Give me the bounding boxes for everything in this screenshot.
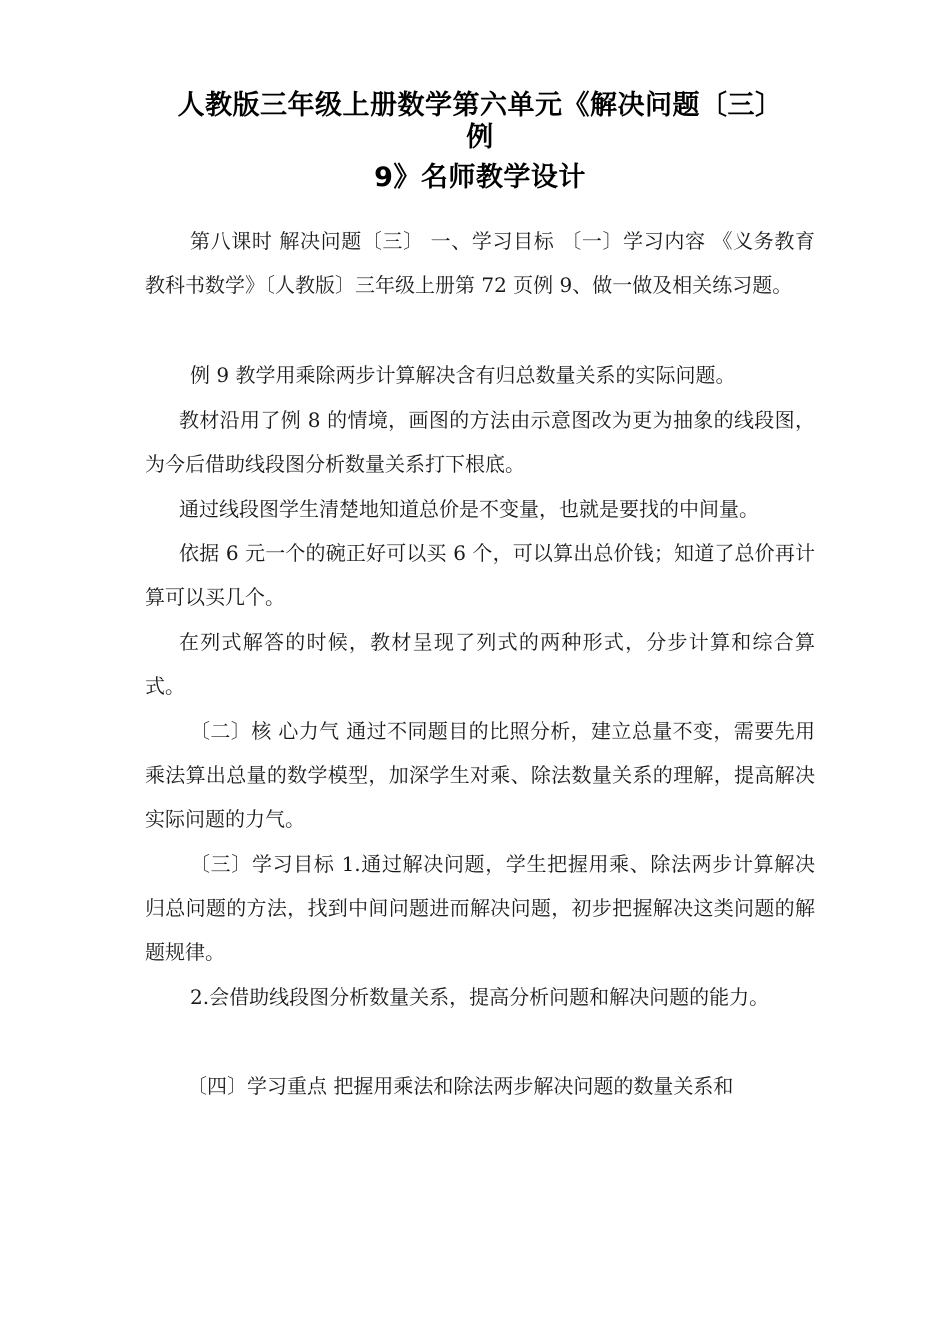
paragraph-learning-goals: 〔三〕学习目标 1.通过解决问题，学生把握用乘、除法两步计算解决归总问题的方法，找到中间问题进而解决问题，初步把握解决这类问题的解题规律。 bbox=[145, 852, 815, 964]
document-title-line-3: 9》名师教学设计 bbox=[374, 162, 586, 193]
paragraph-total-price: 依据 6 元一个的碗正好可以买 6 个，可以算出总价钱；知道了总价再计算可以买几个。 bbox=[145, 541, 815, 609]
paragraph-lesson-intro: 第八课时 解决问题〔三〕 一、学习目标 〔一〕学习内容 《义务教育教科书数学》〔人教版〕三年级上册第 72 页例 9、做一做及相关练习题。 bbox=[145, 229, 815, 297]
document-title-line-1: 人教版三年级上册数学第六单元《解决问题〔三〕 bbox=[177, 90, 783, 121]
paragraph-key-points: 〔四〕学习重点 把握用乘法和除法两步解决问题的数量关系和 bbox=[187, 1074, 734, 1098]
paragraph-goal-2: 2.会借助线段图分析数量关系，提高分析问题和解决问题的能力。 bbox=[190, 985, 770, 1009]
paragraph-example-9: 例 9 教学用乘除两步计算解决含有归总数量关系的实际问题。 bbox=[190, 363, 736, 387]
paragraph-textbook-context: 教材沿用了例 8 的情境，画图的方法由示意图改为更为抽象的线段图，为今后借助线段图分析数量关系打下根底。 bbox=[145, 408, 815, 476]
paragraph-line-diagram: 通过线段图学生清楚地知道总价是不变量，也就是要找的中间量。 bbox=[179, 497, 759, 521]
paragraph-core-ability: 〔二〕核 心力气 通过不同题目的比照分析，建立总量不变，需要先用乘法算出总量的数学模型，加深学生对乘、除法数量关系的理解，提高解决实际问题的力气。 bbox=[145, 719, 815, 831]
paragraph-solution-forms: 在列式解答的时候，教材呈现了列式的两种形式，分步计算和综合算式。 bbox=[145, 630, 815, 698]
document-title-line-2: 例 bbox=[466, 122, 494, 153]
